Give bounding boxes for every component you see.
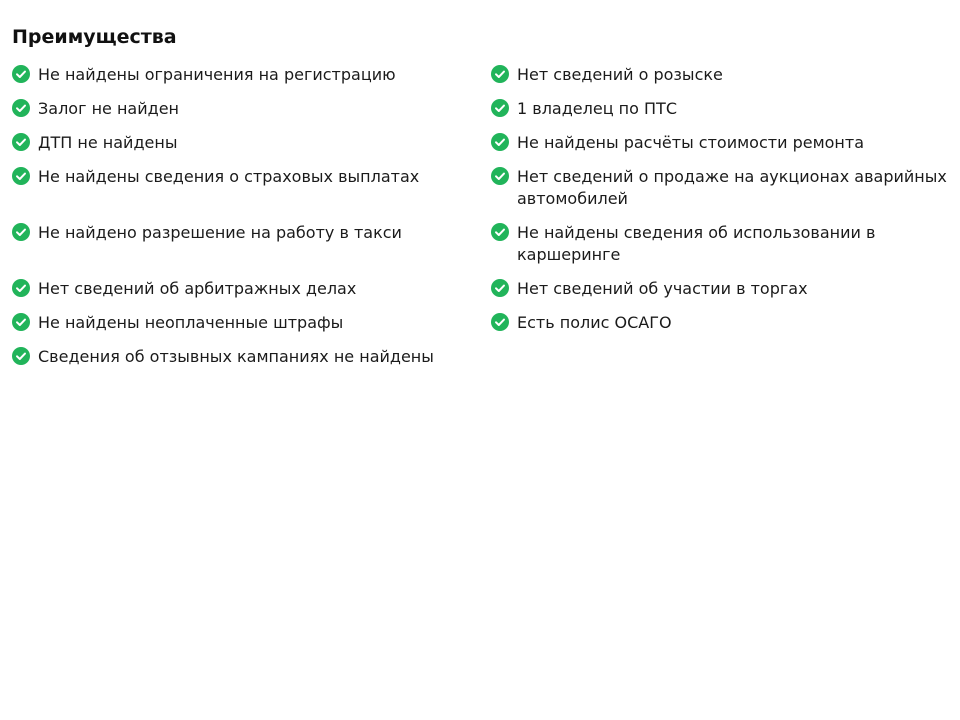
benefit-text: Нет сведений о продаже на аукционах аварийных автомобилей: [517, 167, 947, 208]
section-title: Преимущества: [12, 26, 177, 48]
benefit-text: 1 владелец по ПТС: [517, 99, 677, 118]
check-circle-icon: [491, 99, 509, 117]
benefit-text: Не найдены сведения о страховых выплатах: [38, 167, 420, 186]
check-circle-icon: [12, 65, 30, 83]
benefit-text: Залог не найден: [38, 99, 179, 118]
check-circle-icon: [491, 133, 509, 151]
benefit-item: [12, 98, 491, 120]
benefit-text: Не найдено разрешение на работу в такси: [38, 223, 402, 242]
benefit-text: Есть полис ОСАГО: [517, 313, 672, 332]
benefit-text: Не найдены неоплаченные штрафы: [38, 313, 344, 332]
benefit-item: [12, 312, 491, 334]
benefit-item: [12, 222, 491, 266]
benefit-item: [491, 132, 951, 154]
check-circle-icon: [491, 65, 509, 83]
benefit-item: [12, 278, 491, 300]
benefit-text: Не найдены сведения об использовании в каршеринге: [517, 223, 876, 264]
benefit-text: Нет сведений о розыске: [517, 65, 723, 84]
check-circle-icon: [12, 99, 30, 117]
check-circle-icon: [491, 279, 509, 297]
check-circle-icon: [12, 223, 30, 241]
check-circle-icon: [12, 167, 30, 185]
benefit-item: [491, 278, 951, 300]
benefit-text: Не найдены ограничения на регистрацию: [38, 65, 396, 84]
check-circle-icon: [12, 313, 30, 331]
benefit-text: Нет сведений об участии в торгах: [517, 279, 808, 298]
benefit-text: Нет сведений об арбитражных делах: [38, 279, 357, 298]
check-circle-icon: [12, 279, 30, 297]
benefit-item: [12, 346, 491, 368]
benefit-item: [491, 166, 951, 210]
benefit-text: ДТП не найдены: [38, 133, 178, 152]
benefit-item: [491, 64, 951, 86]
check-circle-icon: [491, 313, 509, 331]
benefits-list: [12, 64, 952, 368]
check-circle-icon: [12, 347, 30, 365]
check-circle-icon: [491, 223, 509, 241]
check-circle-icon: [491, 167, 509, 185]
benefit-item: [12, 166, 491, 210]
benefit-item: [12, 132, 491, 154]
benefit-text: Сведения об отзывных кампаниях не найдены: [38, 347, 434, 366]
benefit-item: [12, 64, 491, 86]
check-circle-icon: [12, 133, 30, 151]
benefit-item: [491, 222, 951, 266]
benefit-item: [491, 312, 951, 334]
benefits-section: [12, 22, 952, 368]
benefit-item: [491, 98, 951, 120]
benefit-text: Не найдены расчёты стоимости ремонта: [517, 133, 865, 152]
